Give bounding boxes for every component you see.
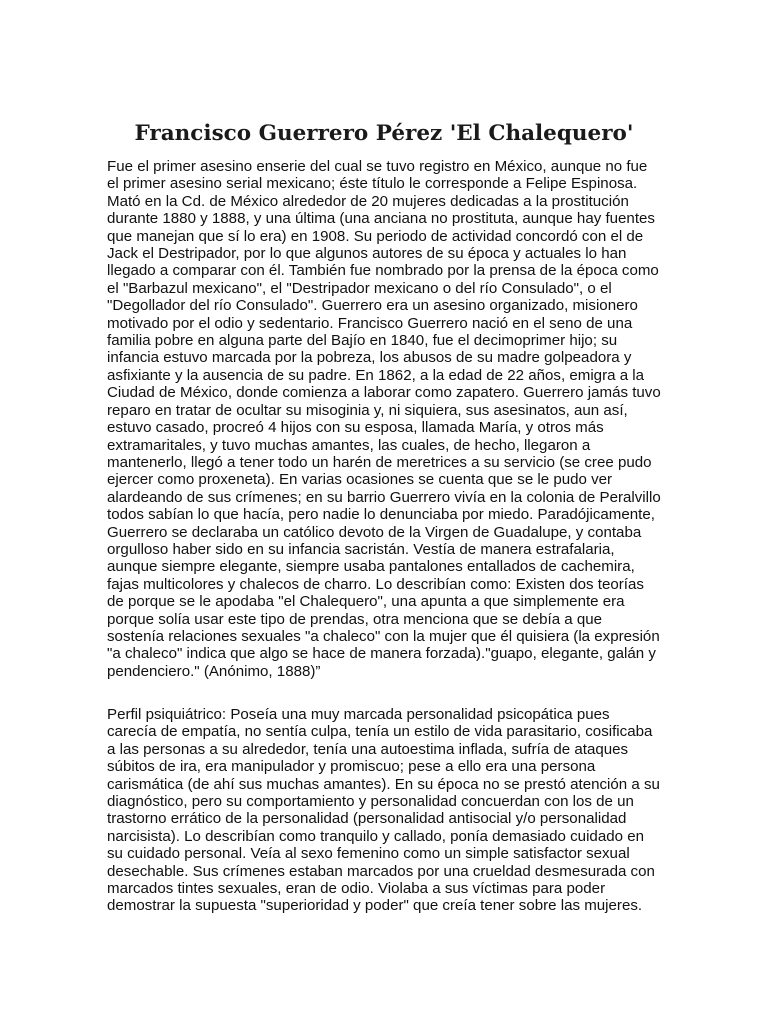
- text-line: Fue el primer asesino enserie del cual se tuvo registro en México, aunque no fue: [107, 158, 648, 175]
- text-line: desechable. Sus crímenes estaban marcados por una crueldad desmesurada con: [107, 862, 655, 880]
- text-line: reparo en tratar de ocultar su misoginia y, ni siquiera, sus asesinatos, aun así,: [107, 401, 628, 419]
- text-line: carecía de empatía, no sentía culpa, tenía un estilo de vida parasitario, cosificaba: [107, 723, 653, 741]
- text-line: familia pobre en alguna parte del Bajío en 1840, fue el decimoprimer hijo; su: [107, 332, 618, 350]
- text-line: a las personas a su alrededor, tenía una autoestima inflada, sufría de ataques: [107, 740, 629, 758]
- text-line: extramaritales, y tuvo muchas amantes, las cuales, de hecho, llegaron a: [107, 436, 591, 454]
- text-line: el primer asesino serial mexicano; éste título le corresponde a Felipe Espinosa.: [107, 175, 638, 193]
- text-line: Ciudad de México, donde comienza a laborar como zapatero. Guerrero jamás tuvo: [107, 384, 661, 402]
- text-line: Guerrero se declaraba un católico devoto de la Virgen de Guadalupe, y contaba: [107, 523, 642, 541]
- text-line: "a chaleco" indica que algo se hace de manera forzada)."guapo, elegante, galán y: [107, 645, 656, 663]
- text-line: Mató en la Cd. de México alrededor de 20 mujeres dedicadas a la prostitución: [107, 192, 629, 210]
- text-line: súbitos de ira, era manipulador y promiscuo; pese a ello era una persona: [107, 758, 596, 776]
- text-line: marcados tintes sexuales, eran de odio. Violaba a sus víctimas para poder: [107, 880, 606, 898]
- text-line: durante 1880 y 1888, y una última (una anciana no prostituta, aunque hay fuentes: [107, 210, 655, 228]
- text-line: llegado a comparar con él. También fue nombrado por la prensa de la época como: [107, 262, 659, 280]
- text-line: mantenerlo, llegó a tener todo un harén de meretrices a su servicio (se cree pudo: [107, 453, 652, 471]
- text-line: de porque se le apodaba "el Chalequero", una apunta a que simplemente era: [107, 593, 625, 611]
- text-line: carismática (de ahí sus muchas amantes). En su época no se prestó atención a su: [107, 775, 660, 793]
- text-line: aunque siempre elegante, siempre usaba pantalones entallados de cachemira,: [107, 558, 635, 576]
- text-line: "Degollador del río Consulado". Guerrero era un asesino organizado, misionero: [107, 297, 638, 315]
- text-line: orgulloso haber sido en su infancia sacristán. Vestía de manera estrafalaria,: [107, 540, 615, 558]
- text-line: alardeando de sus crímenes; en su barrio Guerrero vivía en la colonia de Peralvillo: [107, 488, 661, 506]
- body-paragraph-2: [107, 706, 663, 915]
- text-line: todos sabían lo que hacía, pero nadie lo denunciaba por miedo. Paradójicamente,: [107, 506, 655, 524]
- text-line: diagnóstico, pero su comportamiento y personalidad concuerdan con los de un: [107, 793, 634, 811]
- text-line: Jack el Destripador, por lo que algunos autores de su época y actuales lo han: [107, 245, 627, 263]
- text-line: que manejan que sí lo era) en 1908. Su periodo de actividad concordó con el de: [107, 227, 644, 245]
- document-title: Francisco Guerrero Pérez 'El Chalequero': [134, 121, 634, 146]
- text-line: el "Barbazul mexicano", el "Destripador mexicano o del río Consulado", o el: [107, 279, 612, 297]
- text-line: trastorno errático de la personalidad (personalidad antisocial y/o personalidad: [107, 810, 627, 828]
- text-line: ejercer como proxeneta). En varias ocasiones se cuenta que se le pudo ver: [107, 471, 613, 489]
- text-line: porque solía usar este tipo de prendas, otra menciona que se debía a que: [107, 610, 603, 628]
- text-line: demostrar la supuesta "superioridad y poder" que creía tener sobre las mujeres.: [107, 897, 643, 915]
- text-line: infancia estuvo marcada por la pobreza, los abusos de su madre golpeadora y: [107, 349, 632, 367]
- text-line: narcisista). Lo describían como tranquilo y callado, ponía demasiado cuidado en: [107, 827, 644, 845]
- text-line: su cuidado personal. Veía al sexo femenino como un simple satisfactor sexual: [107, 845, 630, 863]
- text-line: fajas multicolores y chalecos de charro. Lo describían como: Existen dos teorías: [107, 575, 644, 593]
- text-line: motivado por el odio y sedentario. Francisco Guerrero nació en el seno de una: [107, 314, 633, 332]
- body-paragraph-1: [107, 158, 663, 680]
- text-line: sostenía relaciones sexuales "a chaleco" con la mujer que él quisiera (la expresión: [107, 627, 660, 645]
- text-line: asfixiante y la ausencia de su padre. En 1862, a la edad de 22 años, emigra a la: [107, 366, 645, 384]
- text-line: Perfil psiquiátrico: Poseía una muy marcada personalidad psicopática pues: [107, 706, 610, 723]
- text-line: estuvo casado, procreó 4 hijos con su esposa, llamada María, y otros más: [107, 419, 604, 437]
- text-line: pendenciero." (Anónimo, 1888)”: [107, 662, 321, 680]
